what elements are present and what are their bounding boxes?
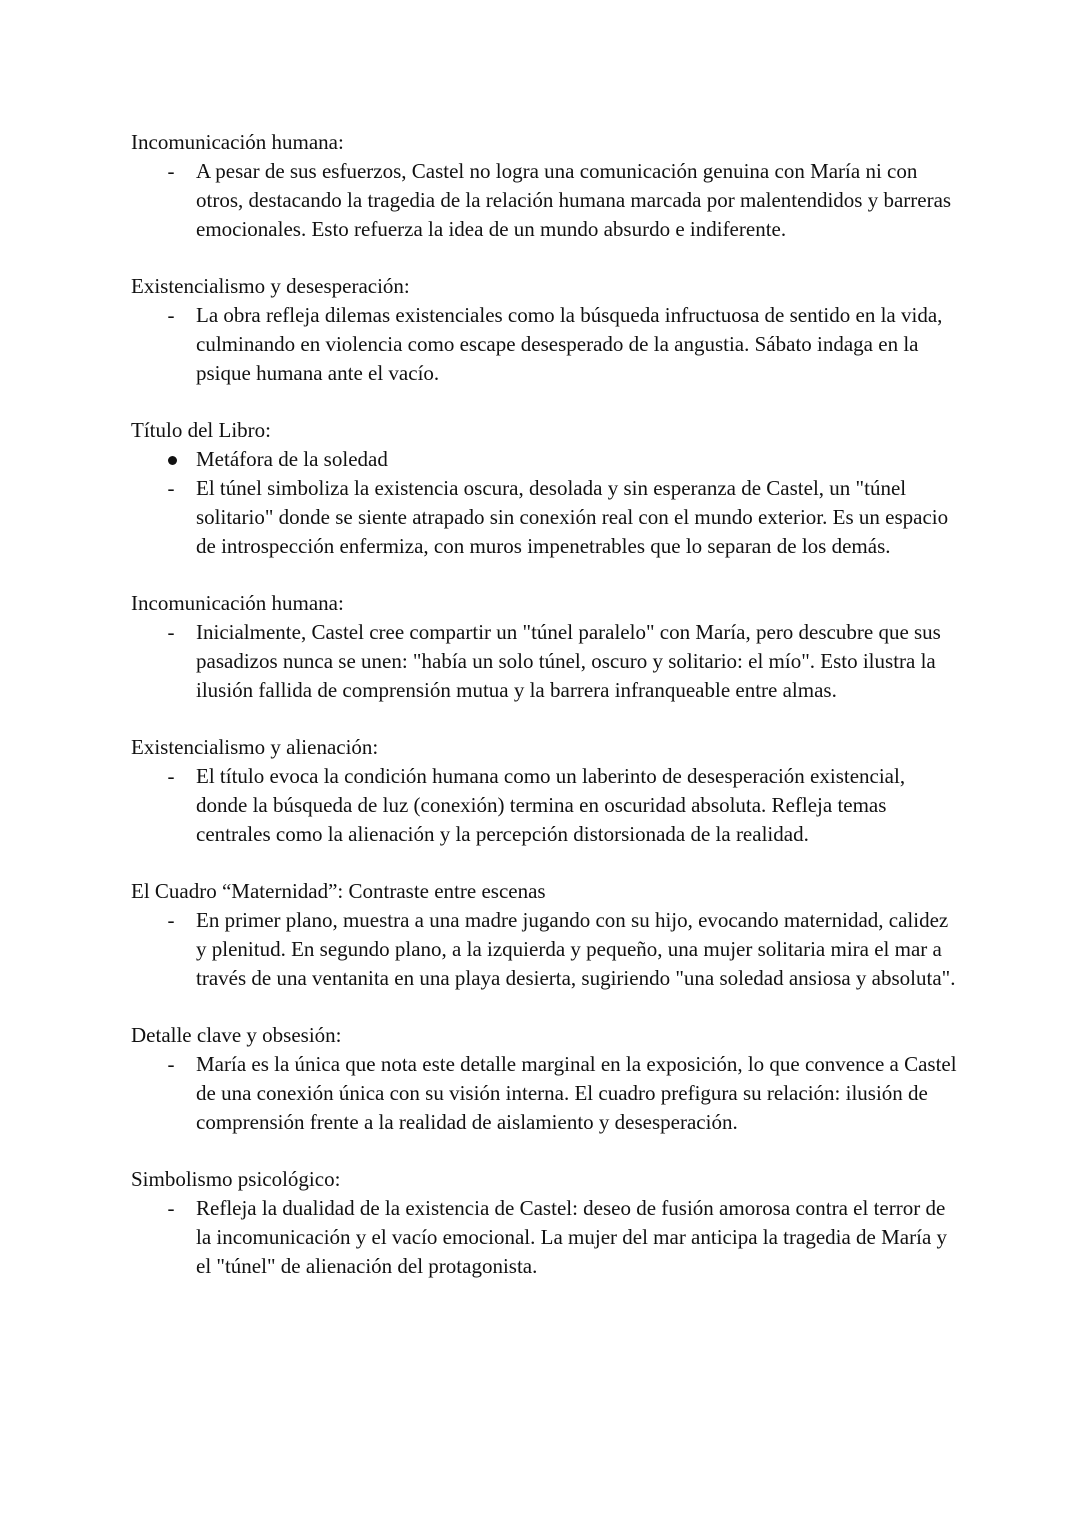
list-item-text: María es la única que nota este detalle marginal en la exposición, lo que convence a Castel de una conexión única con su visión interna. El cuadro prefigura su relación: ilusión de comprensión frente a la realidad de aislamiento y desesperación.	[196, 1052, 957, 1134]
list-item	[131, 1050, 961, 1137]
bullet-dash-icon: -	[167, 303, 175, 327]
bullet-list	[131, 301, 961, 388]
section	[131, 1165, 961, 1281]
bullet-dash-icon: -	[167, 908, 175, 932]
bullet-list	[131, 762, 961, 849]
list-item	[131, 157, 961, 244]
list-item-text: En primer plano, muestra a una madre jugando con su hijo, evocando maternidad, calidez y plenitud. En segundo plano, a la izquierda y pequeño, una mujer solitaria mira el mar a través de una ventanita en una playa desierta, sugiriendo "una soledad ansiosa y absoluta".	[196, 908, 956, 990]
bullet-list	[131, 1050, 961, 1137]
list-item	[131, 445, 961, 474]
document-body	[131, 128, 961, 1309]
section-heading: Título del Libro:	[131, 418, 271, 442]
list-item	[131, 1194, 961, 1281]
section-heading: Incomunicación humana:	[131, 130, 344, 154]
bullet-dash-icon: -	[167, 764, 175, 788]
list-item-text: Metáfora de la soledad	[196, 447, 388, 471]
section	[131, 877, 961, 993]
section	[131, 128, 961, 244]
section-heading: Existencialismo y desesperación:	[131, 274, 410, 298]
list-item-text: La obra refleja dilemas existenciales como la búsqueda infructuosa de sentido en la vida, culminando en violencia como escape desesperado de la angustia. Sábato indaga en la psique humana ante el vacío.	[196, 303, 943, 385]
section-heading: El Cuadro “Maternidad”: Contraste entre escenas	[131, 879, 546, 903]
bullet-dash-icon: -	[167, 1196, 175, 1220]
bullet-list	[131, 618, 961, 705]
bullet-dot-icon	[168, 456, 177, 465]
section-heading: Existencialismo y alienación:	[131, 735, 379, 759]
bullet-dash-icon: -	[167, 1052, 175, 1076]
list-item-text: El túnel simboliza la existencia oscura, desolada y sin esperanza de Castel, un "túnel solitario" donde se siente atrapado sin conexión real con el mundo exterior. Es un espacio de introspección enfermiza, con muros impenetrables que lo separan de los demás.	[196, 476, 949, 558]
list-item	[131, 474, 961, 561]
list-item	[131, 301, 961, 388]
section	[131, 1021, 961, 1137]
section	[131, 272, 961, 388]
bullet-list	[131, 157, 961, 244]
bullet-list	[131, 445, 961, 561]
list-item-text: A pesar de sus esfuerzos, Castel no logra una comunicación genuina con María ni con otros, destacando la tragedia de la relación humana marcada por malentendidos y barreras emocionales. Esto refuerza la idea de un mundo absurdo e indiferente.	[196, 159, 952, 241]
section	[131, 416, 961, 561]
bullet-dash-icon: -	[167, 159, 175, 183]
list-item-text: El título evoca la condición humana como un laberinto de desesperación existencial, donde la búsqueda de luz (conexión) termina en oscuridad absoluta. Refleja temas centrales como la alienación y la percepción distorsionada de la realidad.	[196, 764, 906, 846]
bullet-list	[131, 906, 961, 993]
section-heading: Simbolismo psicológico:	[131, 1167, 341, 1191]
section-heading: Detalle clave y obsesión:	[131, 1023, 342, 1047]
list-item-text: Refleja la dualidad de la existencia de Castel: deseo de fusión amorosa contra el terror de la incomunicación y el vacío emocional. La mujer del mar anticipa la tragedia de María y el "túnel" de alienación del protagonista.	[196, 1196, 948, 1278]
section	[131, 589, 961, 705]
bullet-dash-icon: -	[167, 476, 175, 500]
section	[131, 733, 961, 849]
bullet-list	[131, 1194, 961, 1281]
list-item	[131, 762, 961, 849]
list-item	[131, 618, 961, 705]
section-heading: Incomunicación humana:	[131, 591, 344, 615]
bullet-dash-icon: -	[167, 620, 175, 644]
list-item-text: Inicialmente, Castel cree compartir un "túnel paralelo" con María, pero descubre que sus pasadizos nunca se unen: "había un solo túnel, oscuro y solitario: el mío". Esto ilustra la ilusión fallida de comprensión mutua y la barrera infranqueable entre almas.	[196, 620, 941, 702]
list-item	[131, 906, 961, 993]
